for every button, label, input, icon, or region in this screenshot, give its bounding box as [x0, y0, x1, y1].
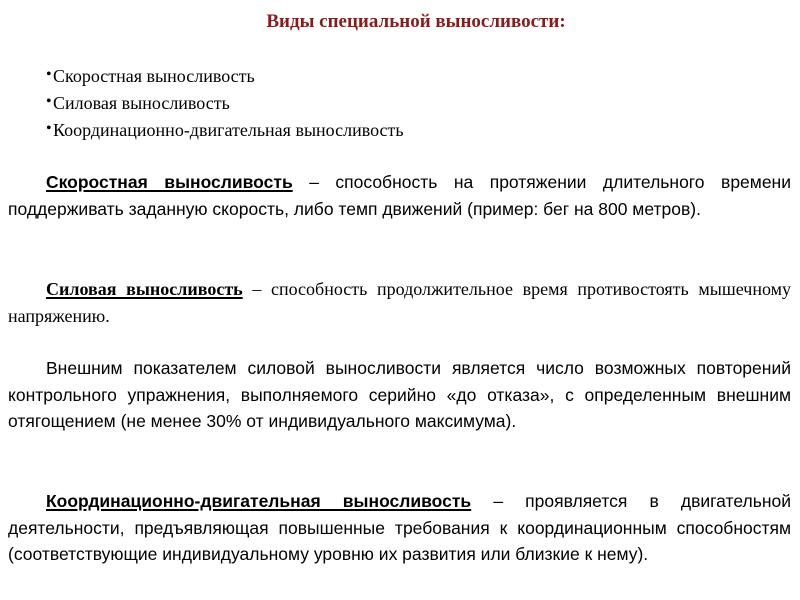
endurance-types-list [46, 63, 404, 144]
coordination-endurance-term: Координационно-двигательная выносливость [46, 491, 472, 511]
bullet-icon: • [46, 93, 52, 110]
strength-endurance-paragraph [8, 276, 791, 329]
coordination-endurance-paragraph [8, 488, 791, 568]
list-item-label: Скоростная выносливость [53, 66, 255, 86]
strength-endurance-definition: – способность продолжительное время противостоять мышечному напряжению. [8, 279, 792, 326]
list-item [46, 63, 404, 90]
coordination-endurance-definition: – проявляется в двигательной деятельности, предъявляющая повышенные требования к координационным способностям (соответствующие индивидуальному уровню их развития или близкие к нему). [8, 491, 792, 565]
speed-endurance-term: Скоростная выносливость [46, 172, 293, 192]
strength-endurance-term: Силовая выносливость [46, 279, 243, 299]
speed-endurance-paragraph [8, 169, 791, 222]
strength-indicator-paragraph: Внешним показателем силовой выносливости является число возможных повторений контрольного упражнения, выполняемого серийно «до отказа», с определенным внешним отягощением (не менее 30% от индивидуального максимума). [8, 358, 791, 432]
list-item-label: Силовая выносливость [53, 93, 230, 113]
speed-endurance-definition: – способность на протяжении длительного времени поддерживать заданную скорость, либо темп движений (пример: бег на 800 метров). [8, 172, 791, 219]
bullet-icon: • [46, 120, 52, 137]
bullet-icon: • [46, 66, 52, 83]
list-item-label: Координационно-двигательная выносливость [53, 120, 404, 140]
list-item [46, 117, 404, 144]
list-item [46, 90, 404, 117]
slide-title: Виды специальной выносливости: [266, 11, 566, 32]
